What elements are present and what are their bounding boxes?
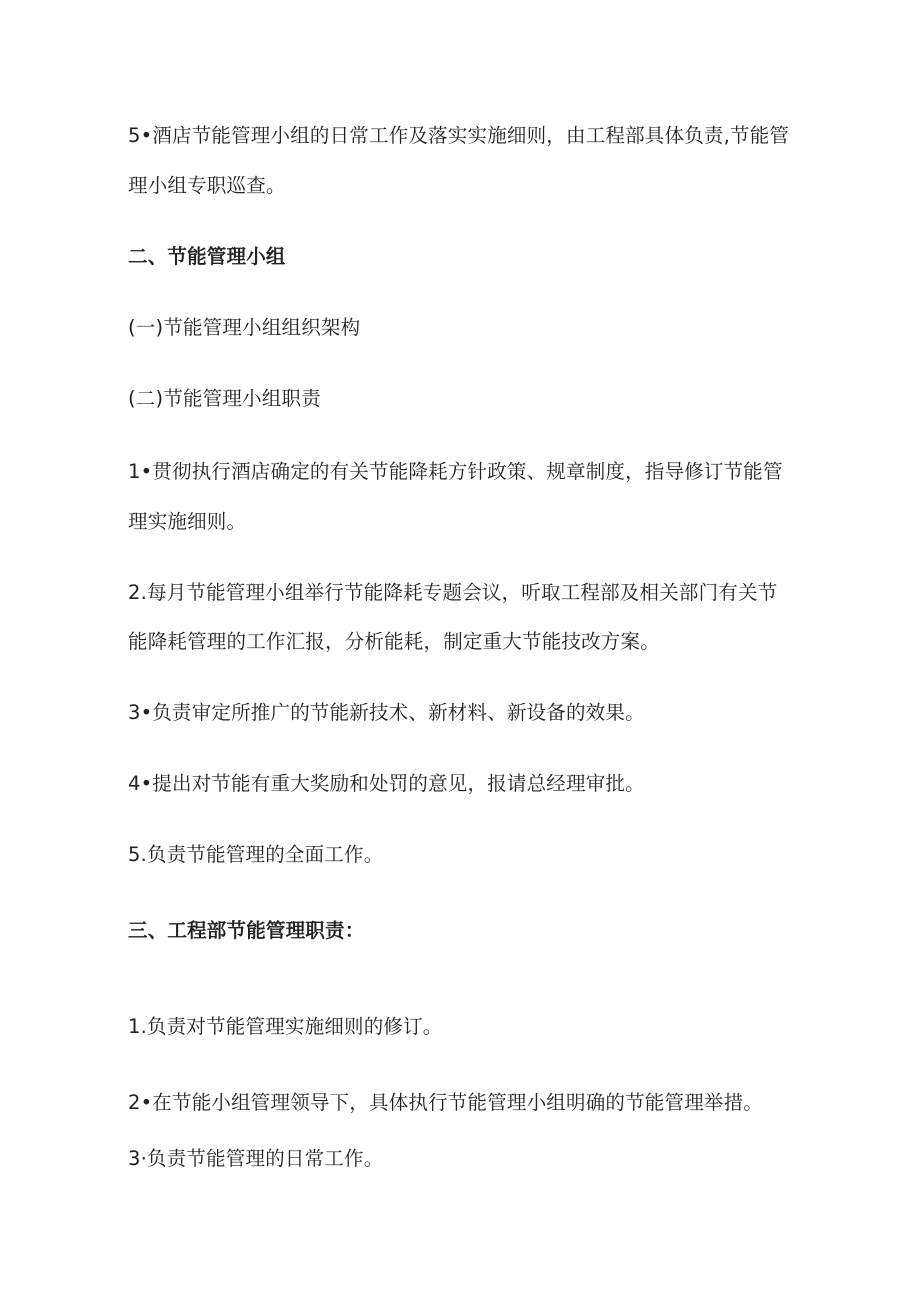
paragraph-line: 1.负责对节能管理实施细则的修订。 bbox=[128, 1015, 443, 1038]
paragraph-line: 3·负责节能管理的日常工作。 bbox=[128, 1147, 384, 1170]
paragraph-line: 理小组专职巡查。 bbox=[128, 174, 286, 197]
paragraph-line: 5.负责节能管理的全面工作。 bbox=[128, 843, 384, 866]
paragraph-line: 5•酒店节能管理小组的日常工作及落实实施细则，由工程部具体负责,节能管 bbox=[128, 124, 790, 147]
paragraph-line: 2•在节能小组管理领导下，具体执行节能管理小组明确的节能管理举措。 bbox=[128, 1091, 764, 1114]
section-heading: 二、节能管理小组 bbox=[128, 245, 286, 268]
paragraph-line: 能降耗管理的工作汇报，分析能耗，制定重大节能技改方案。 bbox=[128, 630, 660, 653]
section-heading: 三、工程部节能管理职责： bbox=[128, 919, 365, 942]
paragraph-line: 3•负责审定所推广的节能新技术、新材料、新设备的效果。 bbox=[128, 701, 645, 724]
subsection-heading: (二)节能管理小组职责 bbox=[128, 387, 321, 410]
paragraph-line: 2.每月节能管理小组举行节能降耗专题会议，听取工程部及相关部门有关节 bbox=[128, 581, 778, 604]
paragraph-line: 1•贯彻执行酒店确定的有关节能降耗方针政策、规章制度，指导修订节能管 bbox=[128, 460, 783, 483]
paragraph-line: 4•提出对节能有重大奖励和处罚的意见，报请总经理审批。 bbox=[128, 772, 645, 795]
subsection-heading: (一)节能管理小组组织架构 bbox=[128, 316, 361, 339]
paragraph-line: 理实施细则。 bbox=[128, 510, 247, 533]
